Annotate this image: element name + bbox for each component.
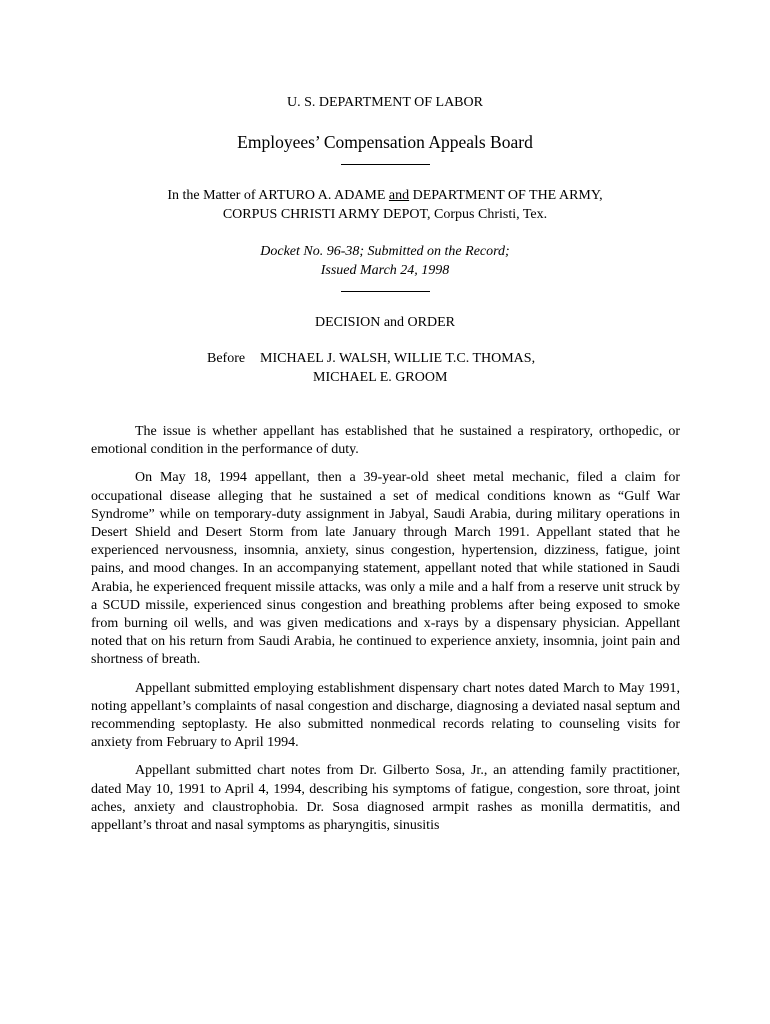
docket-line-1: Docket No. 96-38; Submitted on the Record;	[260, 244, 510, 259]
case-caption-line-1	[0, 187, 770, 206]
caption-and-underlined: and	[388, 188, 410, 203]
decision-body	[91, 423, 680, 845]
title-divider	[341, 164, 430, 165]
department-heading: U. S. DEPARTMENT OF LABOR	[287, 95, 483, 110]
caption-parties-prefix: In the Matter of ARTURO A. ADAME	[167, 188, 389, 203]
panel-members-line-1: MICHAEL J. WALSH, WILLIE T.C. THOMAS,	[260, 351, 536, 366]
body-paragraph: On May 18, 1994 appellant, then a 39-year-old sheet metal mechanic, filed a claim for occupational disease alleging that he sustained a set of medical conditions known as “Gulf War Syndrome” while on temporary-duty assignment in Jabyal, Saudi Arabia, during military operations in Desert Shield and Desert Storm from late January through March 1991. Appellant stated that he experienced nervousness, insomnia, anxiety, sinus congestion, hypertension, dizziness, fatigue, joint pains, and mood changes. In an accompanying statement, appellant noted that while stationed in Saudi Arabia, he experienced frequent missile attacks, was only a mile and a half from a reserve unit struck by a SCUD missile, experienced sinus congestion and breathing problems after being exposed to smoke from burning oil wells, and was given medications and x-rays by a dispensary physician. Appellant noted that on his return from Saudi Arabia, he continued to experience anxiety, insomnia, joint pain and shortness of breath.	[91, 470, 680, 668]
panel-members	[207, 350, 535, 387]
before-label: Before	[207, 351, 246, 366]
body-paragraph: Appellant submitted employing establishment dispensary chart notes dated March to May 1991, noting appellant’s complaints of nasal congestion and discharge, diagnosing a deviated nasal septum and recommending septoplasty. He also submitted nonmedical records relating to counseling visits for anxiety from February to April 1994.	[91, 680, 680, 751]
panel-members-line-2: MICHAEL E. GROOM	[313, 369, 448, 385]
decision-title: DECISION and ORDER	[315, 315, 455, 330]
case-caption	[0, 187, 770, 224]
body-paragraph: Appellant submitted chart notes from Dr. Gilberto Sosa, Jr., an attending family practitioner, dated May 10, 1991 to April 4, 1994, describing his symptoms of fatigue, congestion, sore throat, joint aches, anxiety and claustrophobia. Dr. Sosa diagnosed armpit rashes as monilla dermatitis, and appellant’s throat and nasal symptoms as pharyngitis, sinusitis	[91, 763, 680, 834]
case-caption-line-2: CORPUS CHRISTI ARMY DEPOT, Corpus Christi, Tex.	[222, 206, 548, 222]
docket-info	[0, 243, 770, 280]
docket-divider	[341, 291, 430, 292]
board-title: Employees’ Compensation Appeals Board	[237, 132, 533, 152]
body-paragraph: The issue is whether appellant has established that he sustained a respiratory, orthopedic, or emotional condition in the performance of duty.	[91, 424, 680, 458]
caption-parties-suffix: DEPARTMENT OF THE ARMY,	[409, 188, 603, 203]
docket-line-2: Issued March 24, 1998	[320, 262, 450, 278]
